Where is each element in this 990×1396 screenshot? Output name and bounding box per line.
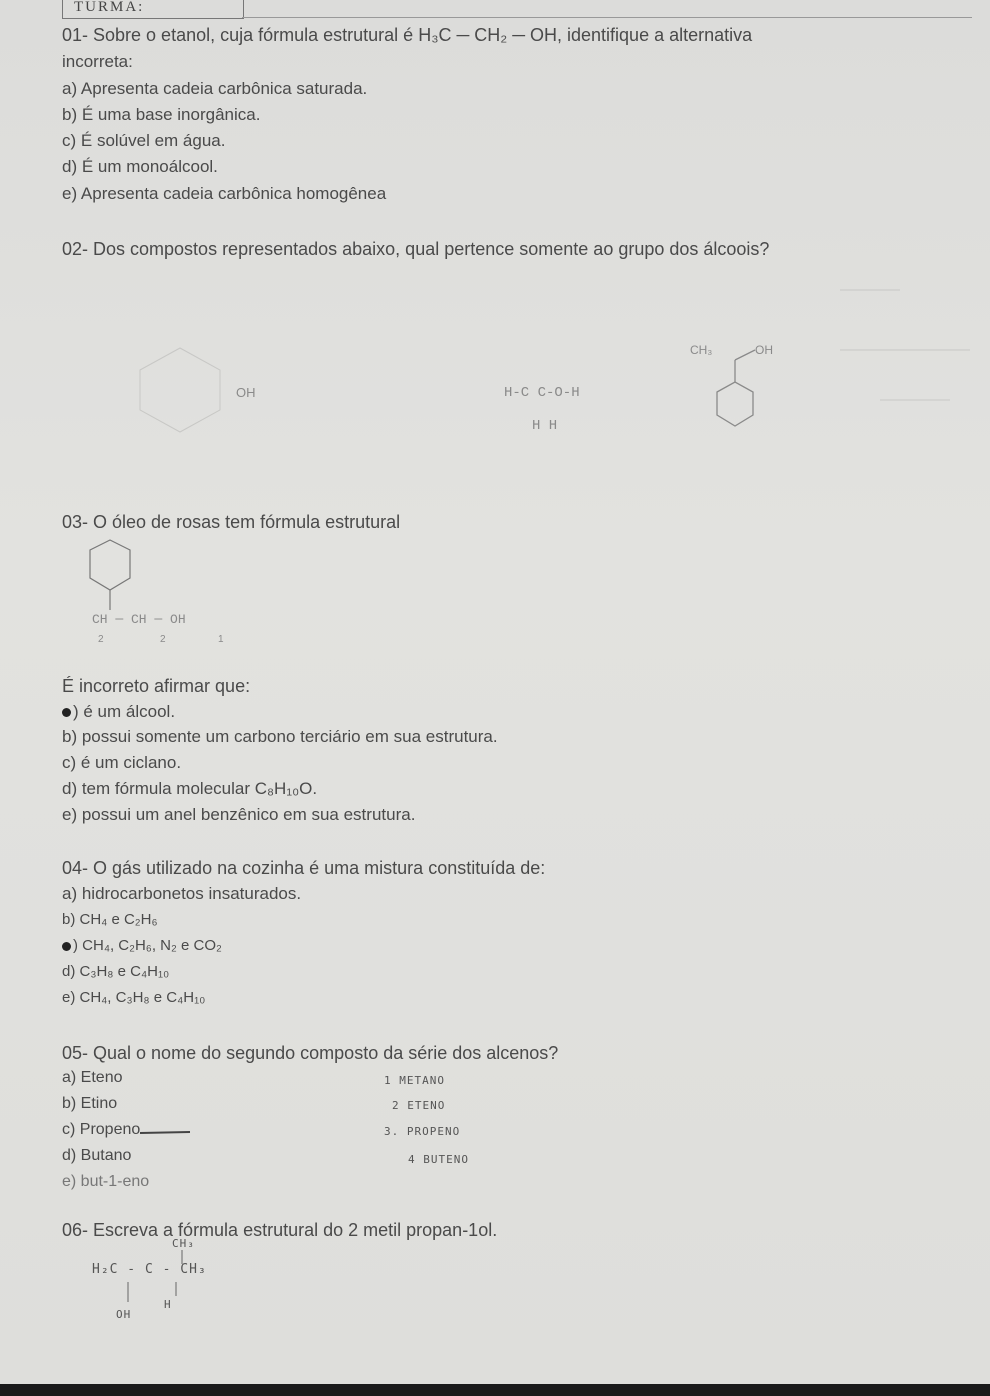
q4-option-d: d) C₃H₈ e C₄H₁₀: [62, 963, 170, 980]
q2-struct-ethanol-row1: H-C C-O-H: [504, 385, 580, 401]
q1-stem-line1: 01- Sobre o etanol, cuja fórmula estrutural é H₃C ─ CH₂ ─ OH, identifique a alternativa: [62, 25, 753, 45]
q6-hand-mid: H₂C - C - CH₃: [92, 1262, 207, 1277]
q3-sub-stem: É incorreto afirmar que:: [62, 676, 251, 696]
q1-option-a: a) Apresenta cadeia carbônica saturada.: [62, 79, 368, 98]
q5-option-b: b) Etino: [62, 1095, 118, 1112]
q5-answer-underline: [140, 1128, 200, 1138]
q1-option-b: b) É uma base inorgânica.: [62, 105, 261, 124]
q6-hand-bottom-right: H: [164, 1298, 172, 1311]
q3-chain-number-2: 2: [160, 634, 166, 645]
q3-benzene-ring: [70, 538, 150, 618]
turma-rule: [242, 17, 972, 18]
turma-label: TURMA:: [74, 0, 145, 15]
q5-stem: 05- Qual o nome do segundo composto da série dos alcenos?: [62, 1043, 559, 1063]
q5-option-e: e) but-1-eno: [62, 1173, 150, 1190]
q2-ring-ch3-label: CH₃: [690, 343, 713, 357]
q5-option-a: a) Eteno: [62, 1069, 123, 1086]
q4-option-b: b) CH₄ e C₂H₆: [62, 911, 158, 928]
q5-hand-note-1: 1 METANO: [384, 1074, 445, 1087]
q2-struct-oh: OH: [236, 385, 256, 400]
filled-answer-mark-icon: [62, 708, 71, 717]
q4-option-a: a) hidrocarbonetos insaturados.: [62, 884, 302, 903]
q3-option-c: c) é um ciclano.: [62, 753, 182, 772]
q1-option-c: c) É solúvel em água.: [62, 131, 226, 150]
q3-stem: 03- O óleo de rosas tem fórmula estrutural: [62, 512, 401, 532]
q4-option-c: [62, 937, 222, 954]
q4-stem: 04- O gás utilizado na cozinha é uma mistura constituída de:: [62, 858, 546, 878]
filled-answer-mark-icon: [62, 942, 71, 951]
q2-cyclohexane-ring: [705, 360, 785, 450]
q5-hand-note-2: 2 ETENO: [392, 1099, 446, 1112]
q1-option-d: d) É um monoálcool.: [62, 157, 218, 176]
page-bottom-edge: [0, 1384, 990, 1396]
q4-option-c-text: ) CH₄, C₂H₆, N₂ e CO₂: [73, 937, 222, 954]
q3-chain-number-1: 2: [98, 634, 104, 645]
q5-hand-note-4: 4 BUTENO: [408, 1153, 469, 1166]
q4-option-e: e) CH₄, C₃H₈ e C₄H₁₀: [62, 989, 206, 1006]
q5-option-c: c) Propeno: [62, 1121, 141, 1138]
q5-option-d: d) Butano: [62, 1147, 132, 1164]
q3-option-e: e) possui um anel benzênico em sua estrutura.: [62, 805, 416, 824]
q2-ring-oh-label: OH: [755, 343, 773, 357]
q6-hand-bonds: [110, 1240, 230, 1320]
q1-option-e: e) Apresenta cadeia carbônica homogênea: [62, 184, 387, 203]
q6-stem: 06- Escreva a fórmula estrutural do 2 metil propan-1ol.: [62, 1220, 498, 1240]
q3-option-a-text: ) é um álcool.: [73, 702, 176, 721]
q3-option-b: b) possui somente um carbono terciário em sua estrutura.: [62, 727, 498, 746]
q2-faded-structures: [0, 270, 990, 470]
q1-stem-line2: incorreta:: [62, 52, 133, 71]
q3-option-d: d) tem fórmula molecular C₈H₁₀O.: [62, 779, 318, 798]
q2-struct-ethanol-row2: H H: [532, 418, 558, 434]
q3-chain: CH ─ CH ─ OH: [92, 612, 186, 627]
q2-stem: 02- Dos compostos representados abaixo, qual pertence somente ao grupo dos álcoois?: [62, 239, 770, 259]
q6-hand-top: CH₃: [172, 1237, 195, 1250]
q3-option-a: [62, 702, 175, 722]
q6-hand-bottom-left: OH: [116, 1308, 132, 1321]
q5-hand-note-3: 3. PROPENO: [384, 1125, 461, 1138]
q3-chain-number-3: 1: [218, 634, 224, 645]
